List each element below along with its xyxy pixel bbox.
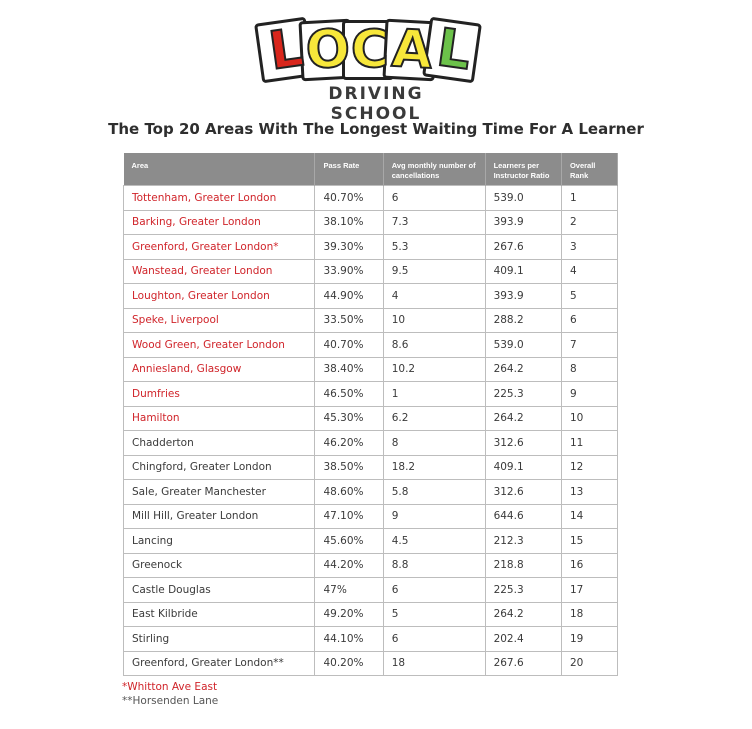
cell-pass-rate: 38.50% xyxy=(315,455,383,480)
footnote-double-star: **Horsenden Lane xyxy=(122,695,219,707)
cell-pass-rate: 49.20% xyxy=(315,602,383,627)
cell-ratio: 225.3 xyxy=(485,382,561,407)
cell-area: Speke, Liverpool xyxy=(124,308,315,333)
cell-area: Chadderton xyxy=(124,431,315,456)
table-row xyxy=(124,455,618,480)
table-row xyxy=(124,357,618,382)
cell-area: East Kilbride xyxy=(124,602,315,627)
cell-area: Castle Douglas xyxy=(124,578,315,603)
cell-area: Stirling xyxy=(124,627,315,652)
table-row xyxy=(124,333,618,358)
cell-area: Dumfries xyxy=(124,382,315,407)
page-title: The Top 20 Areas With The Longest Waiting Time For A Learner xyxy=(108,120,644,138)
header-pass-rate: Pass Rate xyxy=(315,153,383,186)
cell-pass-rate: 45.30% xyxy=(315,406,383,431)
cell-rank: 3 xyxy=(561,235,617,260)
cell-rank: 9 xyxy=(561,382,617,407)
table-row xyxy=(124,602,618,627)
table-body xyxy=(124,186,618,676)
cell-pass-rate: 40.70% xyxy=(315,333,383,358)
cell-rank: 12 xyxy=(561,455,617,480)
cell-area: Chingford, Greater London xyxy=(124,455,315,480)
cell-cancellations: 10 xyxy=(383,308,485,333)
table-row xyxy=(124,406,618,431)
table-row xyxy=(124,382,618,407)
cell-rank: 11 xyxy=(561,431,617,456)
table-row xyxy=(124,210,618,235)
cell-ratio: 225.3 xyxy=(485,578,561,603)
cell-cancellations: 6.2 xyxy=(383,406,485,431)
cell-cancellations: 18 xyxy=(383,651,485,676)
footnote-single-star: *Whitton Ave East xyxy=(122,681,218,693)
cell-rank: 16 xyxy=(561,553,617,578)
cell-rank: 5 xyxy=(561,284,617,309)
cell-area: Mill Hill, Greater London xyxy=(124,504,315,529)
cell-rank: 10 xyxy=(561,406,617,431)
cell-area: Loughton, Greater London xyxy=(124,284,315,309)
table-row xyxy=(124,504,618,529)
cell-rank: 14 xyxy=(561,504,617,529)
cell-pass-rate: 44.10% xyxy=(315,627,383,652)
cell-cancellations: 6 xyxy=(383,186,485,211)
cell-rank: 4 xyxy=(561,259,617,284)
cell-pass-rate: 46.50% xyxy=(315,382,383,407)
cell-ratio: 393.9 xyxy=(485,284,561,309)
cell-ratio: 644.6 xyxy=(485,504,561,529)
cell-ratio: 264.2 xyxy=(485,602,561,627)
cell-area: Lancing xyxy=(124,529,315,554)
table-row xyxy=(124,651,618,676)
cell-ratio: 264.2 xyxy=(485,406,561,431)
logo-letter: C xyxy=(350,20,390,80)
cell-area: Sale, Greater Manchester xyxy=(124,480,315,505)
cell-pass-rate: 44.20% xyxy=(315,553,383,578)
header-ratio: Learners per Instructor Ratio xyxy=(485,153,561,186)
cell-cancellations: 5.3 xyxy=(383,235,485,260)
cell-rank: 20 xyxy=(561,651,617,676)
waiting-time-table xyxy=(123,153,618,676)
logo-letter: A xyxy=(390,18,434,82)
cell-area: Greenford, Greater London* xyxy=(124,235,315,260)
table-row xyxy=(124,553,618,578)
cell-area: Wood Green, Greater London xyxy=(124,333,315,358)
cell-pass-rate: 33.50% xyxy=(315,308,383,333)
cell-ratio: 267.6 xyxy=(485,651,561,676)
cell-cancellations: 8.6 xyxy=(383,333,485,358)
table-row xyxy=(124,480,618,505)
cell-cancellations: 8.8 xyxy=(383,553,485,578)
cell-cancellations: 9 xyxy=(383,504,485,529)
cell-pass-rate: 39.30% xyxy=(315,235,383,260)
cell-rank: 1 xyxy=(561,186,617,211)
logo-subtitle: DRIVING SCHOOL xyxy=(328,84,424,124)
cell-cancellations: 4 xyxy=(383,284,485,309)
cell-cancellations: 5.8 xyxy=(383,480,485,505)
cell-rank: 6 xyxy=(561,308,617,333)
table-row xyxy=(124,259,618,284)
header-area: Area xyxy=(124,153,315,186)
cell-rank: 8 xyxy=(561,357,617,382)
cell-pass-rate: 47% xyxy=(315,578,383,603)
cell-area: Barking, Greater London xyxy=(124,210,315,235)
logo-letter: L xyxy=(433,17,475,83)
cell-rank: 19 xyxy=(561,627,617,652)
table-row xyxy=(124,578,618,603)
cell-ratio: 212.3 xyxy=(485,529,561,554)
table-row xyxy=(124,431,618,456)
cell-ratio: 393.9 xyxy=(485,210,561,235)
cell-cancellations: 18.2 xyxy=(383,455,485,480)
logo-letter: L xyxy=(265,17,307,83)
table-header-row xyxy=(124,153,618,186)
cell-ratio: 312.6 xyxy=(485,431,561,456)
cell-area: Greenford, Greater London** xyxy=(124,651,315,676)
table-row xyxy=(124,308,618,333)
cell-pass-rate: 38.10% xyxy=(315,210,383,235)
table-row xyxy=(124,186,618,211)
table-row xyxy=(124,529,618,554)
cell-ratio: 288.2 xyxy=(485,308,561,333)
table-row xyxy=(124,284,618,309)
cell-ratio: 267.6 xyxy=(485,235,561,260)
cell-ratio: 539.0 xyxy=(485,333,561,358)
cell-rank: 7 xyxy=(561,333,617,358)
cell-pass-rate: 40.20% xyxy=(315,651,383,676)
table-row xyxy=(124,235,618,260)
cell-pass-rate: 48.60% xyxy=(315,480,383,505)
cell-cancellations: 1 xyxy=(383,382,485,407)
cell-pass-rate: 38.40% xyxy=(315,357,383,382)
cell-pass-rate: 47.10% xyxy=(315,504,383,529)
logo xyxy=(258,17,480,124)
cell-ratio: 312.6 xyxy=(485,480,561,505)
cell-area: Tottenham, Greater London xyxy=(124,186,315,211)
cell-ratio: 202.4 xyxy=(485,627,561,652)
header-cancellations: Avg monthly number of cancellations xyxy=(383,153,485,186)
cell-ratio: 409.1 xyxy=(485,455,561,480)
cell-rank: 2 xyxy=(561,210,617,235)
cell-cancellations: 6 xyxy=(383,627,485,652)
cell-ratio: 218.8 xyxy=(485,553,561,578)
cell-cancellations: 4.5 xyxy=(383,529,485,554)
cell-pass-rate: 44.90% xyxy=(315,284,383,309)
cell-cancellations: 7.3 xyxy=(383,210,485,235)
cell-pass-rate: 33.90% xyxy=(315,259,383,284)
cell-rank: 17 xyxy=(561,578,617,603)
cell-area: Greenock xyxy=(124,553,315,578)
cell-area: Wanstead, Greater London xyxy=(124,259,315,284)
header-rank: Overall Rank xyxy=(561,153,617,186)
cell-cancellations: 5 xyxy=(383,602,485,627)
cell-ratio: 539.0 xyxy=(485,186,561,211)
logo-letter: O xyxy=(304,18,352,82)
cell-cancellations: 9.5 xyxy=(383,259,485,284)
cell-ratio: 409.1 xyxy=(485,259,561,284)
cell-cancellations: 10.2 xyxy=(383,357,485,382)
cell-pass-rate: 40.70% xyxy=(315,186,383,211)
cell-rank: 15 xyxy=(561,529,617,554)
cell-cancellations: 6 xyxy=(383,578,485,603)
cell-pass-rate: 45.60% xyxy=(315,529,383,554)
table-row xyxy=(124,627,618,652)
cell-ratio: 264.2 xyxy=(485,357,561,382)
cell-cancellations: 8 xyxy=(383,431,485,456)
cell-area: Hamilton xyxy=(124,406,315,431)
cell-rank: 18 xyxy=(561,602,617,627)
cell-rank: 13 xyxy=(561,480,617,505)
cell-pass-rate: 46.20% xyxy=(315,431,383,456)
cell-area: Anniesland, Glasgow xyxy=(124,357,315,382)
